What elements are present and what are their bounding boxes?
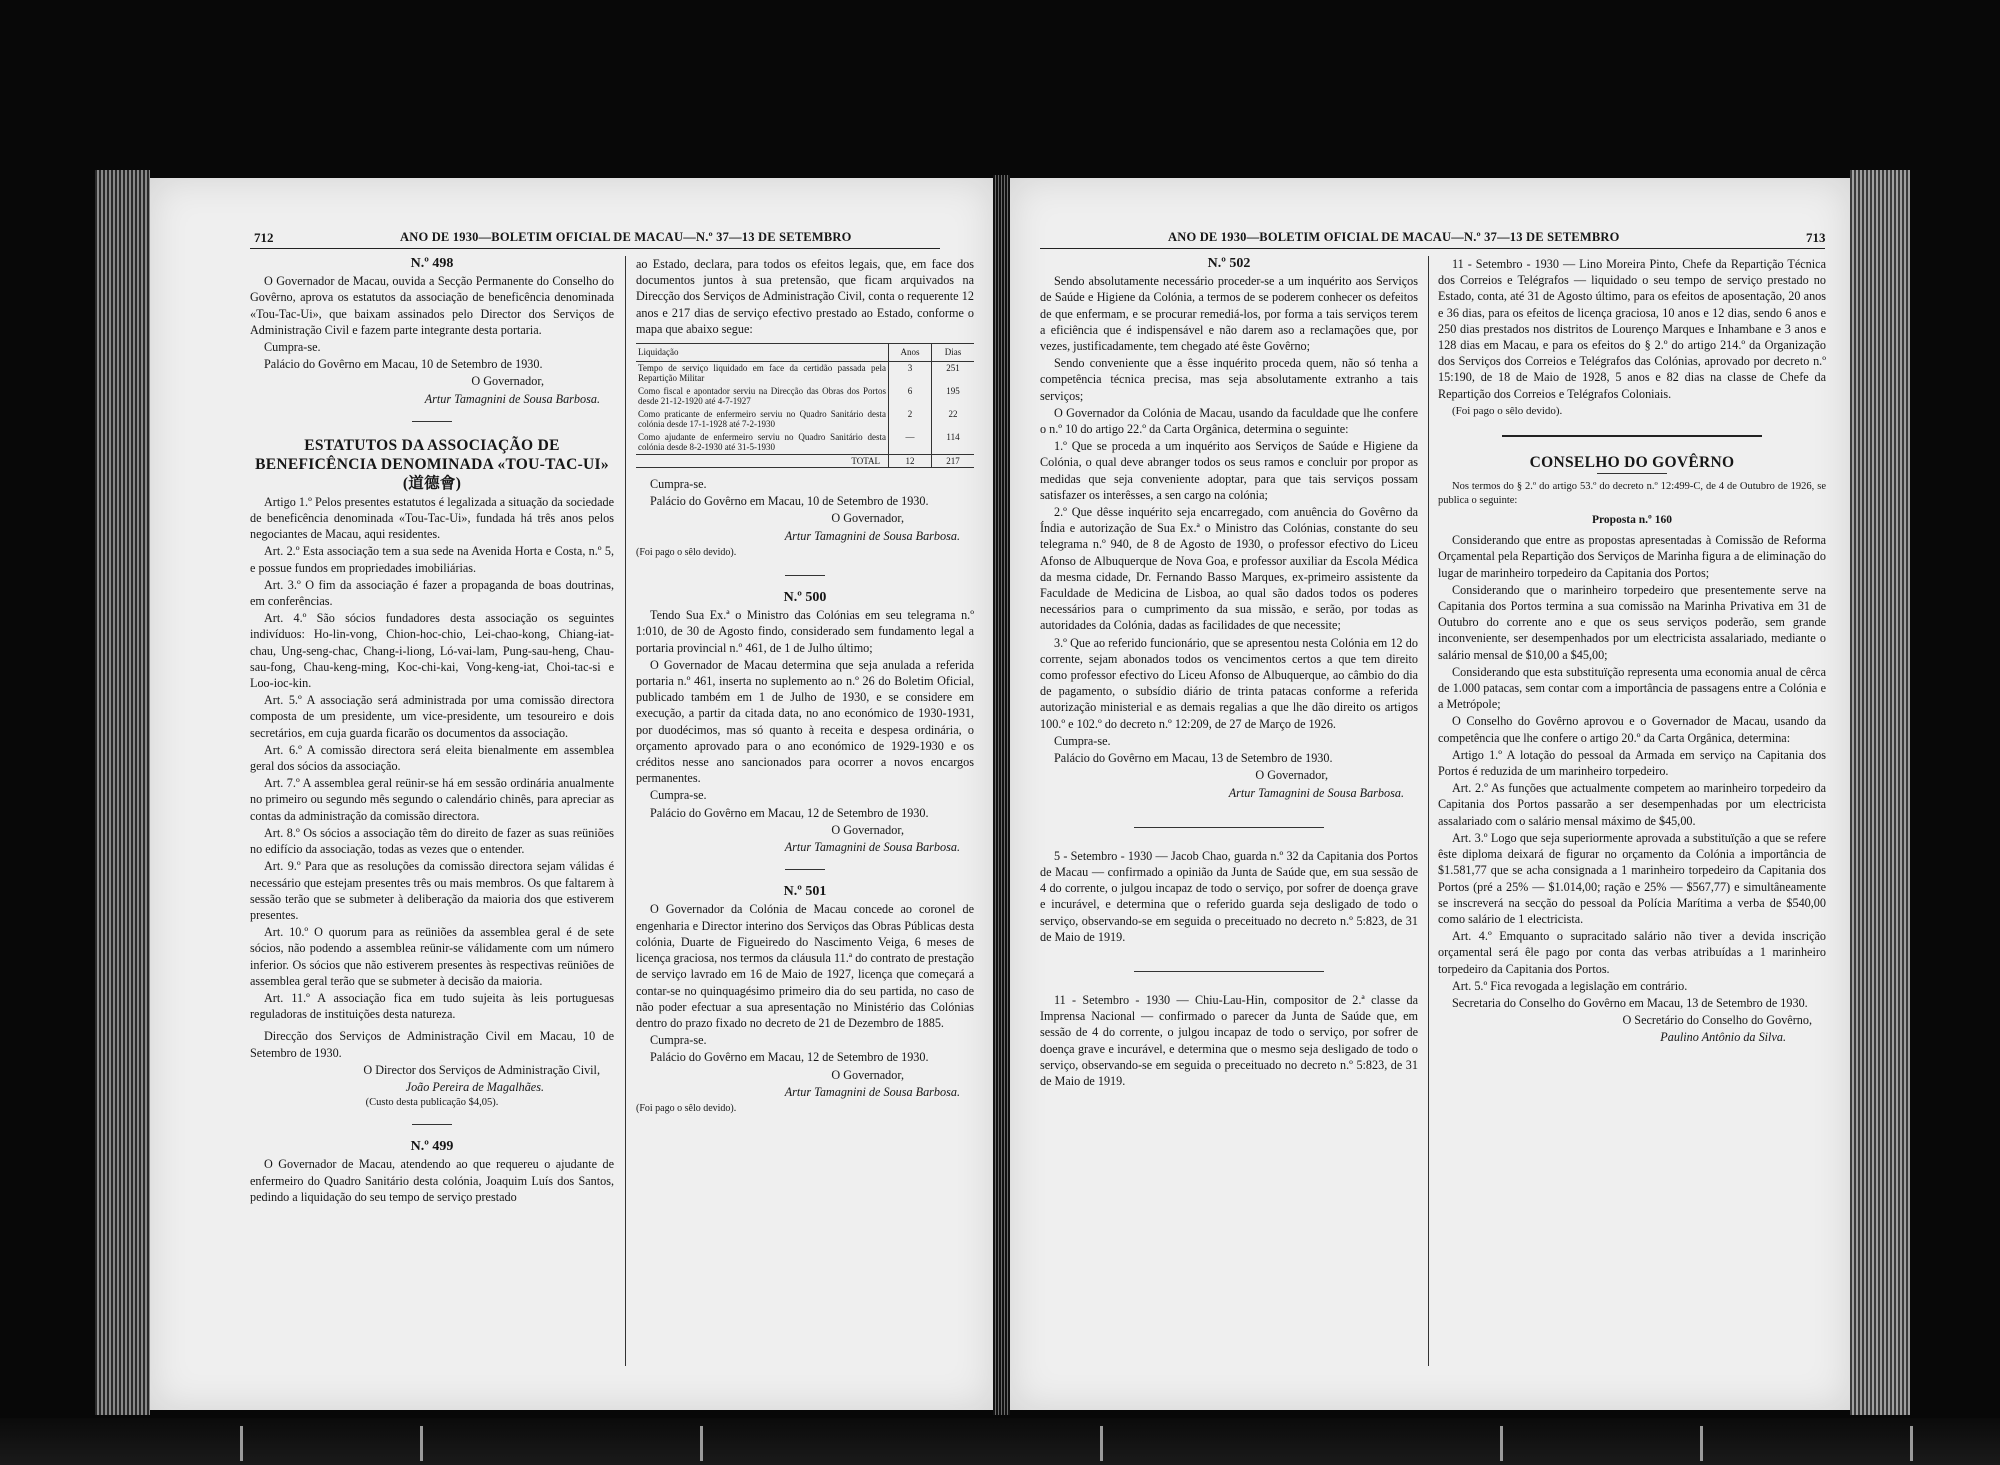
left-column: [250, 256, 614, 1206]
table-cell: 2: [889, 408, 932, 431]
portaria-continuation: ao Estado, declara, para todos os efeitos legais, que, em face dos documentos juntos à sua pretensão, que ficam arquivados na Direcção dos Serviços de Administração Civil, conta o requerente 12 anos e 217 dias de serviço efectivo prestado ao Estado, conforme o mapa que abaixo segue:: [636, 257, 974, 336]
column-divider: [1428, 256, 1429, 1366]
article: Artigo 1.º Pelos presentes estatutos é legalizada a situação da sociedade de beneficência denominada «Tou-Tac-Ui», fundada há três anos pelos negociantes de Macau, aqui residentes.: [250, 494, 614, 542]
proposal-article: Art. 2.º As funções que actualmente competem ao marinheiro torpedeiro da Capitania dos Portos passarão a ser desempenhadas por um electricista assalariado com o salário mensal máximo de $45,00.: [1438, 781, 1826, 828]
table-header: Anos: [889, 344, 932, 362]
director-signature: João Pereira de Magalhães.: [405, 1079, 544, 1094]
cumpra-se: Cumpra-se.: [264, 340, 321, 355]
proposal-paragraph: Considerando que esta substituïção representa uma economia anual de cêrca de 1.000 patacas, sem contar com a importância de passagens entre a Colónia e a Metrópole;: [1438, 664, 1826, 712]
right-page: [1010, 178, 1850, 1410]
table-cell: Como fiscal e apontador serviu na Direcção das Obras dos Portos desde 21-12-1920 até 4-7-1927: [638, 385, 886, 407]
conselho-do-governo: [1438, 453, 1826, 1046]
table-cell: 251: [932, 361, 975, 385]
article: Art. 10.º O quorum para as reüniões da assemblea geral é de sete sócios, não podendo a assemblea reünir-se válidamente com um número inferior. Os sócios que não estiverem presentes às respectivas reüniões de assemblea geral terão que se submeter à decisão da maioria.: [250, 925, 614, 988]
palace-date: Palácio do Govêrno em Macau, 12 de Setembro de 1930.: [650, 1050, 929, 1065]
header-rule: [1040, 248, 1825, 249]
portaria-paragraph: Sendo conveniente que a êsse inquérito proceda quem, não só tenha a competência técnica precisa, mas seja absolutamente extranho a tais serviços;: [1040, 356, 1418, 403]
section-intro: Nos termos do § 2.º do artigo 53.º do decreto n.º 12:499-C, de 4 de Outubro de 1926, se publica o seguinte:: [1438, 481, 1826, 507]
cumpra-se: Cumpra-se.: [1054, 733, 1111, 748]
portaria-500: [636, 590, 974, 855]
governor-label: O Governador,: [471, 374, 544, 389]
section-title: CONSELHO DO GOVÊRNO: [1529, 454, 1735, 472]
governor-signature: Artur Tamagnini de Sousa Barbosa.: [424, 391, 600, 406]
page-number: 713: [1806, 230, 1826, 245]
table-cell: —: [889, 431, 932, 455]
column-divider: [625, 256, 626, 1366]
governor-signature: Artur Tamagnini de Sousa Barbosa.: [784, 840, 960, 855]
portaria-paragraph: Sendo absolutamente necessário proceder-se a um inquérito aos Serviços de Saúde e Higiene da Colónia, a termos de se poderem conhecer os defeitos de que enfermam, e se procurar remediá-los, por forma a tais serviços terem a eficiência que é indispensável e não darem aso a reclamações que, por vezes, justificadamente, tem chegado até êste Govêrno;: [1040, 274, 1418, 354]
table-cell: 3: [889, 361, 932, 385]
table-row: [636, 408, 974, 431]
table-cell: Tempo de serviço liquidado em face da certidão passada pela Repartição Militar: [638, 362, 886, 384]
proposal-number: Proposta n.º 160: [1592, 514, 1672, 527]
page-number: 712: [254, 230, 274, 245]
table-cell: 195: [932, 385, 975, 408]
portaria-body: O Governador de Macau, ouvida a Secção Permanente do Conselho do Govêrno, aprova os estatutos da associação de beneficência denominada «Tou-Tac-Ui», que baixam assinados pelo Director dos Serviços de Administração Civil e fazem parte integrante desta portaria.: [250, 274, 614, 337]
statutes: [250, 436, 614, 1110]
table-header: Liquidação: [636, 344, 889, 362]
governor-label: O Governador,: [831, 822, 904, 837]
table-cell: 114: [932, 431, 975, 455]
statutes-title: ESTATUTOS DA ASSOCIAÇÃO DE BENEFICÊNCIA DENOMINADA «TOU-TAC-UI» (道德會): [255, 436, 609, 492]
table-total-row: [636, 454, 974, 468]
table-cell: 6: [889, 385, 932, 408]
right-column: [636, 256, 974, 1118]
portaria-body: O Governador de Macau, atendendo ao que requereu o ajudante de enfermeiro do Quadro Sanitário desta colónia, Joaquim Luís dos Santos, pedindo a liquidação do seu tempo de serviço prestado: [250, 1157, 614, 1204]
separator: [412, 1124, 452, 1125]
portaria-502: [1040, 256, 1418, 801]
governor-signature: Artur Tamagnini de Sousa Barbosa.: [784, 1084, 960, 1099]
dispatch-lino-moreira-pinto: 11 - Setembro - 1930 — Lino Moreira Pinto, Chefe da Repartição Técnica dos Correios e Telégrafos — liquidado o seu tempo de serviço prestado no Estado, conta, até 31 de Agosto último, para os efeitos de aposentação, 20 anos e 36 dias, para os efeitos de licença graciosa, 10 anos e 12 dias, sendo 6 anos e 250 dias prestados nos distritos de Lourenço Marques e Inhambane e 3 anos e 128 dias em Macau, e para os efeitos do § 2.º do artigo 214.º da Organização dos Serviços dos Correios e Telégrafos das Colónias, aprovado por decreto n.º 15:190, de 18 de Maio de 1928, 5 anos e 82 dias na classe de Chefe da Repartição dos Correios e Telégrafos Coloniais.: [1438, 257, 1826, 401]
portaria-paragraph: 2.º Que dêsse inquérito seja encarregado, com anuência do Govêrno da Índia e autorização de Sua Ex.ª o Ministro das Colónias, constante do seu telegrama n.º 940, de 8 de Agosto de 1930, o professor efectivo do Liceu Afonso de Albuquerque de Nova Goa, e professor auxiliar da Escola Médica da mesma cidade, Dr. Fernando Basso Marques, ex-primeiro assistente da Faculdade de Medicina de Lisboa, ao qual são dados todos os poderes necessários para o cumprimento da sua missão, e serão, por todas as autoridades da Colónia, dadas as facilidades de que necessite;: [1040, 505, 1418, 633]
separator: [1597, 473, 1667, 474]
article: Art. 2.º Esta associação tem a sua sede na Avenida Horta e Costa, n.º 5, e possue fundos em propriedades imobiliárias.: [250, 544, 614, 575]
article: Art. 5.º A associação será administrada por uma comissão directora composta de um presidente, um vice-presidente, um tesoureiro e dois secretários, em cuja guarda ficarão os documentos da associação.: [250, 693, 614, 740]
right-column: [1438, 256, 1826, 1047]
liquidation-table: [636, 343, 974, 468]
separator: [1134, 971, 1324, 972]
article: Art. 3.º O fim da associação é fazer a propaganda de boas doutrinas, em conferências.: [250, 577, 614, 609]
publication-cost: (Custo desta publicação $4,05).: [365, 1097, 499, 1109]
book-gutter: [993, 175, 1010, 1415]
portaria-499: [250, 1139, 614, 1205]
palace-date: Palácio do Govêrno em Macau, 10 de Setembro de 1930.: [264, 357, 543, 372]
proposal-article: Art. 5.º Fica revogada a legislação em contrário.: [1452, 978, 1688, 993]
book-spine-left: [95, 170, 150, 1415]
dispatch-chiu-lau-hin: 11 - Setembro - 1930 — Chiu-Lau-Hin, compositor de 2.ª classe da Imprensa Nacional — confirmado o parecer da Junta de Saúde que, em sessão de 4 do corrente, o julgou incapaz de todo o serviço, por sofrer de doença grave e incurável, e determina que o mesmo seja desligado de todo o serviço, observando-se em seguida o preceituado no decreto n.º 5:823, de 31 de Maio de 1919.: [1040, 992, 1418, 1088]
dispatch-jacob-chao: 5 - Setembro - 1930 — Jacob Chao, guarda n.º 32 da Capitania dos Portos de Macau — confirmado a opinião da Junta de Saúde que, em sua sessão de 4 do corrente, o julgou incapaz de todo o serviço, por sofrer de doença grave e incurável, e determina que o referido guarda seja desligado de todo o serviço, observando-se em seguida o preceituado no decreto n.º 5:823, de 31 de Maio de 1919.: [1040, 848, 1418, 944]
portaria-paragraph: O Governador da Colónia de Macau, usando da faculdade que lhe confere o n.º 10 do artigo 22.º da Carta Orgânica, determina o seguinte:: [1040, 405, 1418, 437]
total-years: 12: [889, 454, 932, 468]
palace-date: Palácio do Govêrno em Macau, 13 de Setembro de 1930.: [1054, 751, 1333, 766]
governor-label: O Governador,: [831, 511, 904, 526]
portaria-paragraph: O Governador de Macau determina que seja anulada a referida portaria n.º 461, inserta no suplemento ao n.º 26 do Boletim Oficial, publicado também em 1 de Julho de 1930, e se considere em execução, a partir da citada data, no ano económico de 1930-1931, por duodécimos, mas só quanto à receita e despesa ordinária, o orçamento aprovado para o ano económico de 1929-1930 e os créditos nesse ano sancionados para ocorrer a novos encargos permanentes.: [636, 657, 974, 786]
palace-date: Palácio do Govêrno em Macau, 10 de Setembro de 1930.: [650, 494, 929, 509]
portaria-number: N.º 500: [783, 590, 827, 606]
table-row: [636, 385, 974, 408]
secretary-signature: Paulino Antônio da Silva.: [1660, 1030, 1786, 1045]
separator: [1134, 827, 1324, 828]
governor-label: O Governador,: [831, 1067, 904, 1082]
left-column: [1040, 256, 1418, 1090]
scanner-bottom-strip: [0, 1418, 2000, 1465]
portaria-number: N.º 498: [410, 256, 454, 271]
total-days: 217: [932, 454, 975, 468]
portaria-paragraph: 1.º Que se proceda a um inquérito aos Serviços de Saúde e Higiene da Colónia, o qual deve abranger todos os seus ramos e concluir por propor as medidas que seja conveniente adoptar, para que tais serviços possam satisfazer os interêsses, a sen cargo na colónia;: [1040, 439, 1418, 502]
proposal-article: Artigo 1.º A lotação do pessoal da Armada em serviço na Capitania dos Portos é reduzida de um marinheiro torpedeiro.: [1438, 747, 1826, 779]
proposal-article: Art. 3.º Logo que seja superiormente aprovada a substituïção a que se refere êste diploma deixará de figurar no orçamento da Colónia a importância de $1.581,77 que se acha consignada a 1 marinheiro torpedeiro da Capitania dos Portos (pré a 25% — $1.014,00; ração e 25% — $567,77) e simultâneamente se inscreverá na secção do pessoal da Polícia Marítima a verba de $540,00 como salário de 1 electricista.: [1438, 830, 1826, 926]
article: Art. 4.º São sócios fundadores desta associação os seguintes indivíduos: Ho-lin-vong, Chion-hoc-chio, Lei-chao-kong, Chiang-iat-chau, Ung-seng-chac, Chang-i-liong, Ló-vai-lam, Pung-sau-heng, Chau-sau-fong, Chau-keng-ming, Koc-chi-kai, Vong-keng-iat, Choi-tac-si e Loo-ioc-kin.: [250, 611, 614, 691]
total-label: TOTAL: [636, 454, 889, 468]
secretaria-date: Secretaria do Conselho do Govêrno em Macau, 13 de Setembro de 1930.: [1452, 995, 1808, 1010]
separator: [412, 421, 452, 422]
palace-date: Palácio do Govêrno em Macau, 12 de Setembro de 1930.: [650, 805, 929, 820]
proposal-paragraph: O Conselho do Govêrno aprovou e o Governador de Macau, usando da competência que lhe confere o artigo 20.º da Carta Orgânica, determina:: [1438, 714, 1826, 745]
stamp-paid-note: (Foi pago o sêlo devido).: [1452, 404, 1563, 417]
direction-date: Direcção dos Serviços de Administração Civil em Macau, 10 de Setembro de 1930.: [250, 1029, 614, 1060]
table-cell: 22: [932, 408, 975, 431]
separator: [785, 869, 825, 870]
article: Art. 9.º Para que as resoluções da comissão directora sejam válidas é necessário que estejam presentes três ou mais membros. Os que faltarem à sessão terão que se submeter à deliberação da maioria dos que estiverem presentes.: [250, 859, 614, 922]
table-row: [636, 431, 974, 455]
portaria-paragraph: Tendo Sua Ex.ª o Ministro das Colónias em seu telegrama n.º 1:010, de 30 de Agosto findo, considerado sem fundamento legal a portaria provincial n.º 461, de 1 de Julho último;: [636, 608, 974, 655]
cumpra-se: Cumpra-se.: [650, 1033, 707, 1048]
separator: [785, 575, 825, 576]
left-page: [150, 178, 993, 1410]
proposal-article: Art. 4.º Emquanto o supracitado salário não tiver a devida inscrição orçamental será êle pago por conta das verbas atribuídas a 1 marinheiro torpedeiro da Capitania dos Portos.: [1438, 929, 1826, 976]
table-header: Dias: [932, 344, 975, 362]
section-rule: [1502, 435, 1762, 437]
portaria-number: N.º 501: [783, 884, 827, 900]
portaria-paragraph: 3.º Que ao referido funcionário, que se apresentou nesta Colónia em 12 do corrente, sejam abonados todos os vencimentos certos a que tem direito como professor efectivo do Liceu Afonso de Albuquerque, ao câmbio do dia de pagamento, o subsídio diário de trinta patacas conforme a referida autorização ministerial e as demais regalias a que lhe dão direito os artigos 100.º e 102.º do decreto n.º 12:209, de 27 de Março de 1926.: [1040, 635, 1418, 731]
article: Art. 11.º A associação fica em tudo sujeita às leis portuguesas reguladoras de instituições desta natureza.: [250, 990, 614, 1022]
table-cell: Como praticante de enfermeiro serviu no Quadro Sanitário desta colónia desde 17-1-1928 até 7-2-1930: [638, 408, 886, 430]
running-header: ANO DE 1930—BOLETIM OFICIAL DE MACAU—N.º 37—13 DE SETEMBRO: [400, 230, 852, 244]
portaria-body: O Governador da Colónia de Macau concede ao coronel de engenharia e Director interino dos Serviços das Obras Públicas desta colónia, Duarte de Figueiredo do Nascimento Veiga, 6 meses de licença graciosa, nos termos da cláusula 11.ª do contrato de prestação de serviço lavrado em 16 de Maio de 1927, licença que começará a contar-se no quinquagésimo primeiro dia do seu partida, no caso de não poder efectuar a sua apresentação no Ministério das Colónias dentro do prazo fixado no decreto de 21 de Dezembro de 1885.: [636, 902, 974, 1030]
table-cell: Como ajudante de enfermeiro serviu no Quadro Sanitário desta colónia desde 8-2-1930 até 31-5-1930: [638, 431, 886, 453]
article: Art. 6.º A comissão directora será eleita bienalmente em assemblea geral dos sócios da associação.: [250, 742, 614, 774]
cumpra-se: Cumpra-se.: [650, 788, 707, 803]
article: Art. 7.º A assemblea geral reünir-se há em sessão ordinária anualmente no primeiro ou segundo mês segundo o calendário chinês, para apreciar as contas da administração da comissão directora.: [250, 776, 614, 823]
header-rule: [250, 248, 940, 249]
portaria-498: [250, 256, 614, 407]
running-header: ANO DE 1930—BOLETIM OFICIAL DE MACAU—N.º 37—13 DE SETEMBRO: [1168, 230, 1620, 244]
governor-label: O Governador,: [1255, 768, 1328, 783]
portaria-number: N.º 499: [410, 1139, 454, 1155]
proposal-paragraph: Considerando que o marinheiro torpedeiro que presentemente serve na Capitania dos Portos termina a sua comissão na Marinha Privativa em 31 de Outubro do corrente ano e que os seus serviços poderão, sem grande inconveniente, ser desempenhados por um electricista assalariado, mediante o salário mensal de $10,00 a $45,00;: [1438, 582, 1826, 662]
article: Art. 8.º Os sócios a associação têm do direito de fazer as suas reüniões no edifício da associação, todas as vezes que o entender.: [250, 825, 614, 857]
governor-signature: Artur Tamagnini de Sousa Barbosa.: [784, 528, 960, 543]
proposal-paragraph: Considerando que entre as propostas apresentadas à Comissão de Reforma Orçamental pela Repartição dos Serviços de Marinha figura a de eliminação do lugar de marinheiro torpedeiro da Capitania dos Portos;: [1438, 533, 1826, 580]
governor-signature: Artur Tamagnini de Sousa Barbosa.: [1228, 785, 1404, 800]
portaria-501: [636, 884, 974, 1117]
secretary-label: O Secretário do Conselho do Govêrno,: [1622, 1013, 1812, 1028]
book-spine-right: [1850, 170, 1910, 1415]
director-label: O Director dos Serviços de Administração Civil,: [363, 1062, 600, 1077]
portaria-number: N.º 502: [1207, 256, 1251, 271]
table-row: [636, 361, 974, 385]
cumpra-se: Cumpra-se.: [650, 477, 707, 492]
stamp-paid-note: (Foi pago o sêlo devido).: [636, 1102, 737, 1114]
stamp-paid-note: (Foi pago o sêlo devido).: [636, 546, 737, 558]
